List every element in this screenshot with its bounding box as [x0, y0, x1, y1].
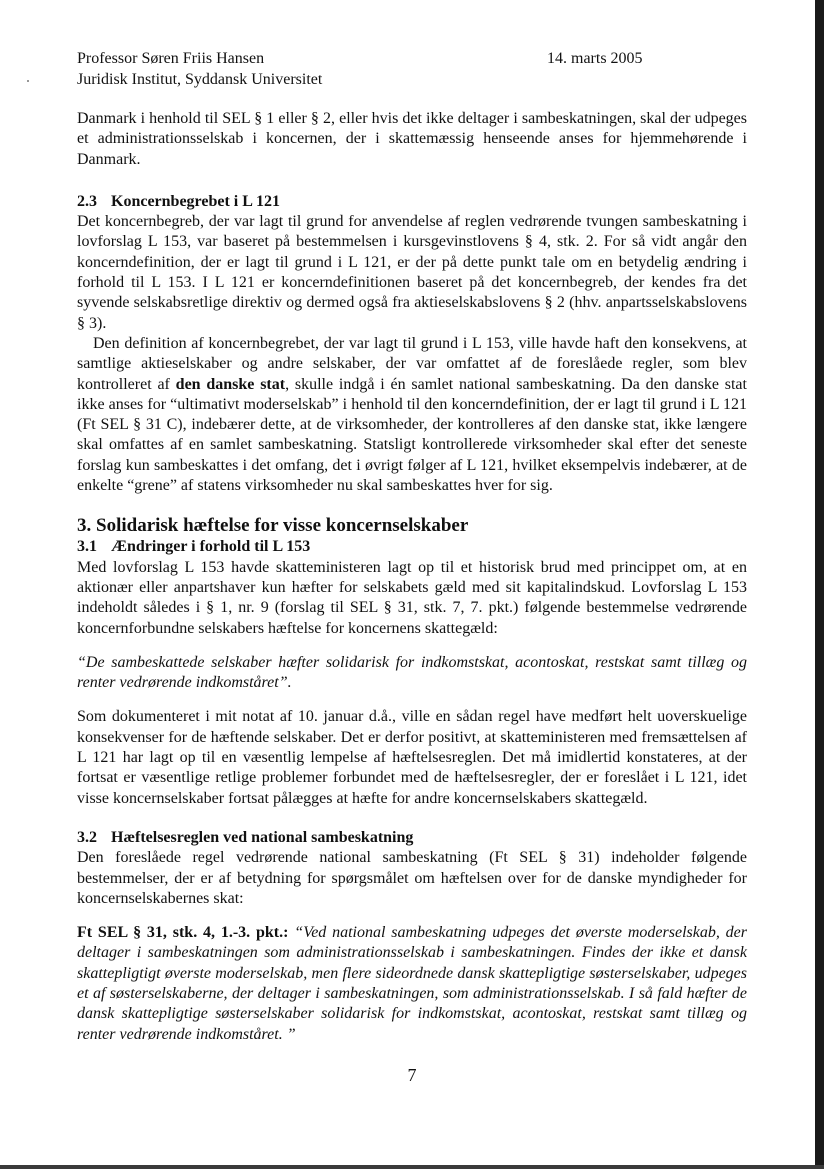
section-3-2-paragraph-1: Den foreslåede regel vedrørende national sambeskatning (Ft SEL § 31) indeholder følgende bestemmelser, der er af betydning for spørgsmålet om hæftelsen over for de danske myndigheder for koncernselskabernes skat:: [77, 849, 747, 907]
section-3-1-paragraph-1: Med lovforslag L 153 havde skatteministeren lagt op til et historisk brud med princippet om, at en aktionær eller anpartshaver kun hæfter for selskabets gæld med sit kapitalindskud. Lovforslag L 153 indeholdt således i § 1, nr. 9 (forslag til SEL § 31, stk. 7, 7. pkt.) følgende bestemmelse vedrørende koncernforbundne selskabers hæftelse for koncernens skattegæld:: [77, 558, 747, 637]
page-header: [77, 48, 747, 90]
section-2-3-number: 2.3: [77, 192, 97, 210]
paragraph-2-text-after: , skulle indgå i én samlet national sambeskatning. Da den danske stat ikke anses for “ultimativt moderselskab” i henhold til den koncerndefinition, der er lagt til grund i L 121 (Ft SEL § 31 C), indebærer dette, at de virksomheder, der kontrolleres af den danske stat, ikke længere skal omfattes af en samlet sambeskatning. Statsligt kontrollerede virksomheder skal efter det seneste forslag kun sambeskattes i det omfang, det i øvrigt følger af L 121, hvilket eksempelvis indebærer, at de enkelte “grene” af statens virksomheder nu skal sambeskattes hver for sig.: [77, 375, 747, 495]
section-3-heading: 3. Solidarisk hæftelse for visse koncernselskaber: [77, 515, 469, 537]
section-3-2-heading: [77, 828, 747, 848]
section-3-1-paragraph-2: Som dokumenteret i mit notat af 10. januar d.å., ville en sådan regel have medført helt uoverskuelige konsekvenser for de hæftende selskaber. Det er derfor positivt, at skatteministeren med fremsættelsen af L 121 har lagt op til en væsentlig lempelse af hæftelsesreglen. Det må imidlertid konstateres, at der fortsat er væsentlige retlige problemer forbundet med de hæftelsesregler, der er foreslået i L 121, idet visse koncernselskaber fortsat pålægges at hæfte for andre koncernselskabers skattegæld.: [77, 708, 747, 807]
section-2-3-paragraph-1: Det koncernbegreb, der var lagt til grund for anvendelse af reglen vedrørende tvungen sambeskatning i lovforslag L 153, var baseret på bestemmelsen i kursgevinstlovens § 4, stk. 2. For så vidt angår den koncerndefinition, der er lagt til grund i L 121, er der på dette punkt tale om en betydelig ændring i forhold til L 153. I L 121 er koncerndefinitionen baseret på det koncernbegreb, der kendes fra det syvende selskabsretlige direktiv og dermed også fra aktieselskabslovens § 2 (hhv. anpartsselskabslovens § 3).: [77, 213, 747, 332]
section-3-2-citation: [77, 923, 747, 1045]
citation-label: Ft SEL § 31, stk. 4, 1.-3. pkt.:: [77, 924, 289, 942]
section-3-2-title: Hæftelsesreglen ved national sambeskatning: [111, 828, 414, 846]
section-3-1-heading: [77, 537, 747, 557]
scan-speck: [27, 80, 29, 82]
section-3-1-title: Ændringer i forhold til L 153: [111, 538, 311, 556]
paragraph-2-bold-phrase: den danske stat: [175, 375, 286, 393]
intro-paragraph: Danmark i henhold til SEL § 1 eller § 2, eller hvis det ikke deltager i sambeskatningen, skal der udpeges et administrationsselskab i koncernen, der i skattemæssig henseende anses for hjemmehørende i Danmark.: [77, 110, 747, 168]
section-3-2-number: 3.2: [77, 828, 97, 846]
paragraph-2-text-before: Den definition af koncernbegrebet, der var lagt til grund i L 153, ville havde haft den konsekvens, at samtlige aktieselskaber og andre selskaber, der var omfattet af de foreslåede regler, som blev kontrolleret af: [77, 334, 747, 393]
citation-text: “Ved national sambeskatning udpeges det øverste moderselskab, der deltager i sambeskatningen som administrationsselskab i sambeskatningen. Findes der ikke et dansk skattepligtigt øverste moderselskab, men flere sideordnede dansk skattepligtige søsterselskaber, udpeges et af søsterselskaberne, der deltager i sambeskatningen, som administrationsselskab. I så fald hæfter de dansk skattepligtige søsterselskaber solidarisk for indkomstskat, acontoskat, restskat samt tillæg og renter vedrørende indkomståret. ”: [77, 924, 747, 1043]
section-2-3-paragraph-2: [77, 334, 747, 496]
header-institution: Juridisk Institut, Syddansk Universitet: [77, 71, 323, 88]
section-2-3-heading: [77, 192, 747, 212]
scan-border-bottom: [0, 1165, 824, 1169]
header-left: [77, 48, 322, 90]
scan-border-right: [815, 0, 824, 1169]
section-3-1-number: 3.1: [77, 538, 97, 556]
header-author: Professor Søren Friis Hansen: [77, 50, 265, 67]
document-page: [77, 48, 747, 1085]
section-3-1-quote: “De sambeskattede selskaber hæfter solidarisk for indkomstskat, acontoskat, restskat samt tillæg og renter vedrørende indkomståret”.: [77, 653, 747, 692]
section-2-3-title: Koncernbegrebet i L 121: [111, 192, 281, 210]
page-number: 7: [407, 1065, 417, 1085]
header-date: 14. marts 2005: [547, 50, 643, 67]
